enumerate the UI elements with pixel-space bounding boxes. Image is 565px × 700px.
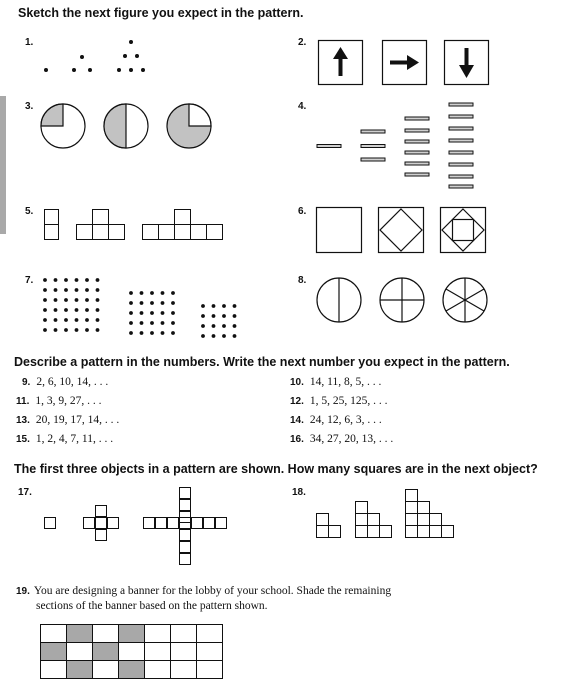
banner-cell <box>41 625 67 643</box>
banner-cell <box>197 643 223 661</box>
dot <box>201 304 205 308</box>
problem-number-5: 5. <box>25 206 34 217</box>
problem-number-6: 6. <box>298 206 307 217</box>
dot <box>150 291 154 295</box>
banner-cell <box>145 643 171 661</box>
dot <box>129 291 133 295</box>
dot <box>201 314 205 318</box>
banner-cell <box>145 661 171 679</box>
dot <box>161 331 165 335</box>
dot <box>64 278 68 282</box>
banner-cell <box>197 661 223 679</box>
dot <box>201 334 205 338</box>
dot <box>85 308 89 312</box>
section-heading-squares: The first three objects in a pattern are shown. How many squares are in the next object? <box>14 462 538 476</box>
banner-cell <box>171 643 197 661</box>
dot <box>150 331 154 335</box>
banner-cell <box>119 643 145 661</box>
dot <box>54 288 58 292</box>
dot <box>233 314 237 318</box>
problem-19-text: 19. You are designing a banner for the lobby of your school. Shade the remaining sections of the banner based on the pattern shown. <box>16 585 392 612</box>
dot <box>212 334 216 338</box>
dot <box>64 298 68 302</box>
problem-number-1: 1. <box>25 37 34 48</box>
dot <box>150 321 154 325</box>
dot <box>161 291 165 295</box>
dot <box>85 318 89 322</box>
dot <box>54 278 58 282</box>
dot <box>64 288 68 292</box>
dot <box>43 278 47 282</box>
sequence-item-16: 16. 34, 27, 20, 13, . . . <box>290 433 394 445</box>
dot <box>171 301 175 305</box>
dot <box>140 291 144 295</box>
banner-cell-shaded <box>119 625 145 643</box>
problem-number-7: 7. <box>25 275 34 286</box>
dot <box>43 318 47 322</box>
banner-cell-shaded <box>93 643 119 661</box>
dot <box>222 334 226 338</box>
dot <box>171 331 175 335</box>
banner-grid <box>40 624 226 680</box>
dot <box>75 328 79 332</box>
dot <box>85 328 89 332</box>
dot <box>171 291 175 295</box>
dot <box>171 321 175 325</box>
banner-cell-shaded <box>67 661 93 679</box>
dot <box>129 331 133 335</box>
sequence-item-15: 15. 1, 2, 4, 7, 11, . . . <box>16 433 114 445</box>
dot <box>96 318 100 322</box>
dot <box>212 304 216 308</box>
dot <box>96 288 100 292</box>
dot <box>75 298 79 302</box>
dot <box>129 301 133 305</box>
sequence-item-14: 14. 24, 12, 6, 3, . . . <box>290 414 382 426</box>
dot <box>161 311 165 315</box>
dot <box>171 311 175 315</box>
dot <box>233 334 237 338</box>
dot <box>64 328 68 332</box>
dot <box>85 288 89 292</box>
dot <box>222 324 226 328</box>
problem-number-3: 3. <box>25 101 34 112</box>
dot <box>64 308 68 312</box>
figure-square-crosses <box>44 487 234 569</box>
sequence-item-12: 12. 1, 5, 25, 125, . . . <box>290 395 388 407</box>
dot <box>54 328 58 332</box>
dot <box>54 318 58 322</box>
section-heading-sketch: Sketch the next figure you expect in the pattern. <box>18 6 304 20</box>
dot <box>129 321 133 325</box>
dot <box>43 308 47 312</box>
dot <box>75 308 79 312</box>
banner-cell <box>41 661 67 679</box>
sequence-item-11: 11. 1, 3, 9, 27, . . . <box>16 395 102 407</box>
section-heading-describe: Describe a pattern in the numbers. Write the next number you expect in the pattern. <box>14 355 510 369</box>
banner-cell <box>197 625 223 643</box>
figure-square-staircases <box>316 486 466 542</box>
banner-cell-shaded <box>41 643 67 661</box>
dot <box>222 304 226 308</box>
sequence-item-10: 10. 14, 11, 8, 5, . . . <box>290 376 382 388</box>
dot <box>54 298 58 302</box>
dot <box>140 321 144 325</box>
dot <box>64 318 68 322</box>
sequence-item-9: 9. 2, 6, 10, 14, . . . <box>22 376 109 388</box>
problem-number-19: 19. <box>16 586 30 597</box>
dot <box>150 311 154 315</box>
figure-divided-circles <box>316 276 491 326</box>
dot <box>43 288 47 292</box>
dot <box>140 301 144 305</box>
dot <box>85 298 89 302</box>
banner-cell <box>171 625 197 643</box>
dot <box>96 278 100 282</box>
dot <box>75 318 79 322</box>
sequence-item-13: 13. 20, 19, 17, 14, . . . <box>16 414 120 426</box>
dot <box>75 288 79 292</box>
dot <box>233 324 237 328</box>
problem-number-4: 4. <box>298 101 307 112</box>
problem-number-17: 17. <box>18 487 32 498</box>
problem-number-2: 2. <box>298 37 307 48</box>
problem-number-18: 18. <box>292 487 306 498</box>
dot <box>75 278 79 282</box>
banner-cell <box>67 643 93 661</box>
dot <box>161 321 165 325</box>
dot <box>140 311 144 315</box>
dot <box>201 324 205 328</box>
dot <box>212 324 216 328</box>
dot <box>212 314 216 318</box>
dot <box>96 328 100 332</box>
problem-number-8: 8. <box>298 275 307 286</box>
dot <box>140 331 144 335</box>
dot <box>96 308 100 312</box>
banner-cell-shaded <box>67 625 93 643</box>
dot <box>85 278 89 282</box>
dot <box>43 298 47 302</box>
dot <box>150 301 154 305</box>
dot <box>43 328 47 332</box>
banner-cell-shaded <box>119 661 145 679</box>
banner-cell <box>93 661 119 679</box>
dot <box>161 301 165 305</box>
banner-cell <box>145 625 171 643</box>
banner-cell <box>93 625 119 643</box>
dot <box>222 314 226 318</box>
dot <box>54 308 58 312</box>
dot <box>96 298 100 302</box>
banner-cell <box>171 661 197 679</box>
dot <box>129 311 133 315</box>
dot <box>233 304 237 308</box>
